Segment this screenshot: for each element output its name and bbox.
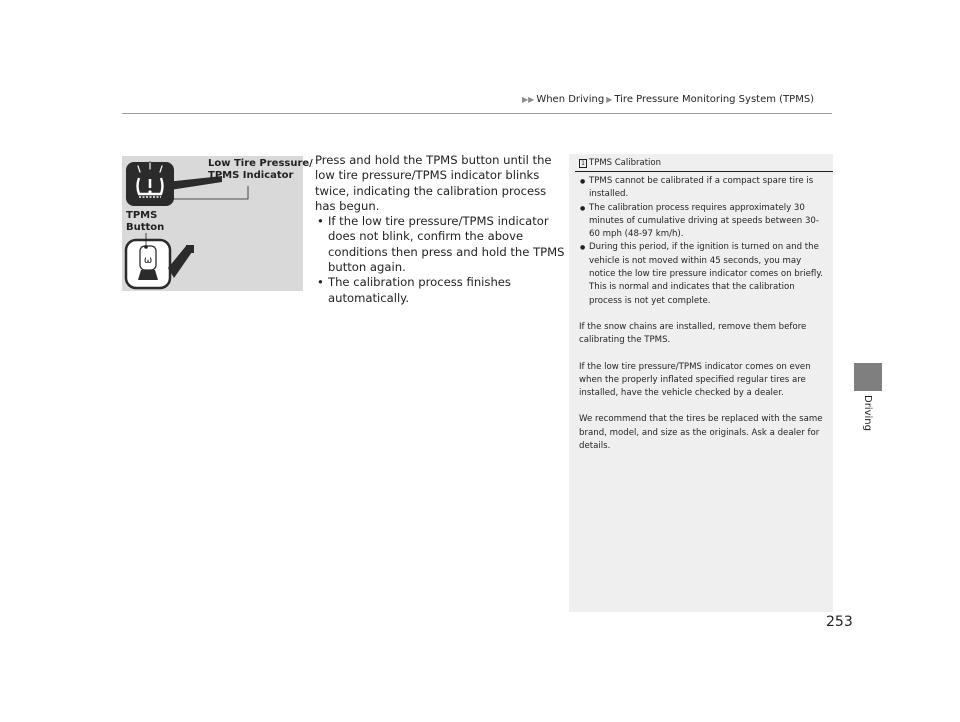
breadcrumb — [522, 94, 814, 105]
note-title-text: TPMS Calibration — [589, 158, 661, 168]
breadcrumb-arrow-icon: ▶ — [606, 95, 613, 104]
indicator-callout-line-2: TPMS Indicator — [208, 170, 294, 181]
low-tire-pressure-indicator-icon — [126, 162, 174, 206]
header-rule — [122, 113, 832, 114]
note-rule — [575, 171, 833, 172]
note-paragraph: If the snow chains are installed, remove them before calibrating the TPMS. — [579, 321, 807, 346]
reference-mark-icon: 1 — [579, 159, 587, 168]
button-callout-line-2: Button — [126, 222, 165, 233]
svg-text:ω: ω — [143, 255, 153, 266]
note-paragraph: If the low tire pressure/TPMS indicator comes on even when the properly inflated specified regular tires are installed, have the vehicle checked by a dealer. — [579, 361, 811, 399]
section-tab-label: Driving — [862, 395, 873, 431]
breadcrumb-arrow-icon: ▶▶ — [522, 95, 535, 104]
instruction-list — [315, 214, 565, 306]
list-item: • If the low tire pressure/TPMS indicator does not blink, confirm the above conditions then press and hold the TPMS button again. — [315, 214, 565, 275]
tpms-figure — [122, 156, 313, 291]
page-number: 253 — [826, 614, 853, 630]
button-callout — [126, 210, 164, 234]
main-instructions — [315, 153, 565, 306]
button-callout-line-1: TPMS — [126, 210, 158, 221]
indicator-callout-line-1: Low Tire Pressure/ — [208, 158, 313, 169]
note-body — [579, 175, 829, 453]
list-item: • The calibration process finishes automatically. — [315, 275, 565, 306]
indicator-callout — [208, 158, 313, 182]
section-tab — [854, 363, 882, 391]
note-paragraph: We recommend that the tires be replaced with the same brand, model, and size as the originals. Ask a dealer for details. — [579, 414, 823, 452]
intro-paragraph: Press and hold the TPMS button until the low tire pressure/TPMS indicator blinks twice, indicating the calibration process has begun. — [315, 153, 552, 213]
list-item: ● TPMS cannot be calibrated if a compact spare tire is installed. — [579, 175, 829, 202]
list-item: ● During this period, if the ignition is turned on and the vehicle is not moved within 45 seconds, you may notice the low tire pressure indicator comes on briefly. This is normal and indicates that the calibration process is not yet complete. — [579, 241, 829, 307]
list-item: ● The calibration process requires approximately 30 minutes of cumulative driving at speeds between 30-60 mph (48-97 km/h). — [579, 202, 829, 242]
note-box — [569, 154, 833, 612]
tpms-button-icon — [126, 240, 170, 288]
breadcrumb-item-section: When Driving — [536, 94, 605, 105]
note-bullet-list — [579, 175, 829, 308]
note-title — [579, 158, 661, 168]
breadcrumb-item-topic: Tire Pressure Monitoring System (TPMS) — [614, 94, 815, 105]
